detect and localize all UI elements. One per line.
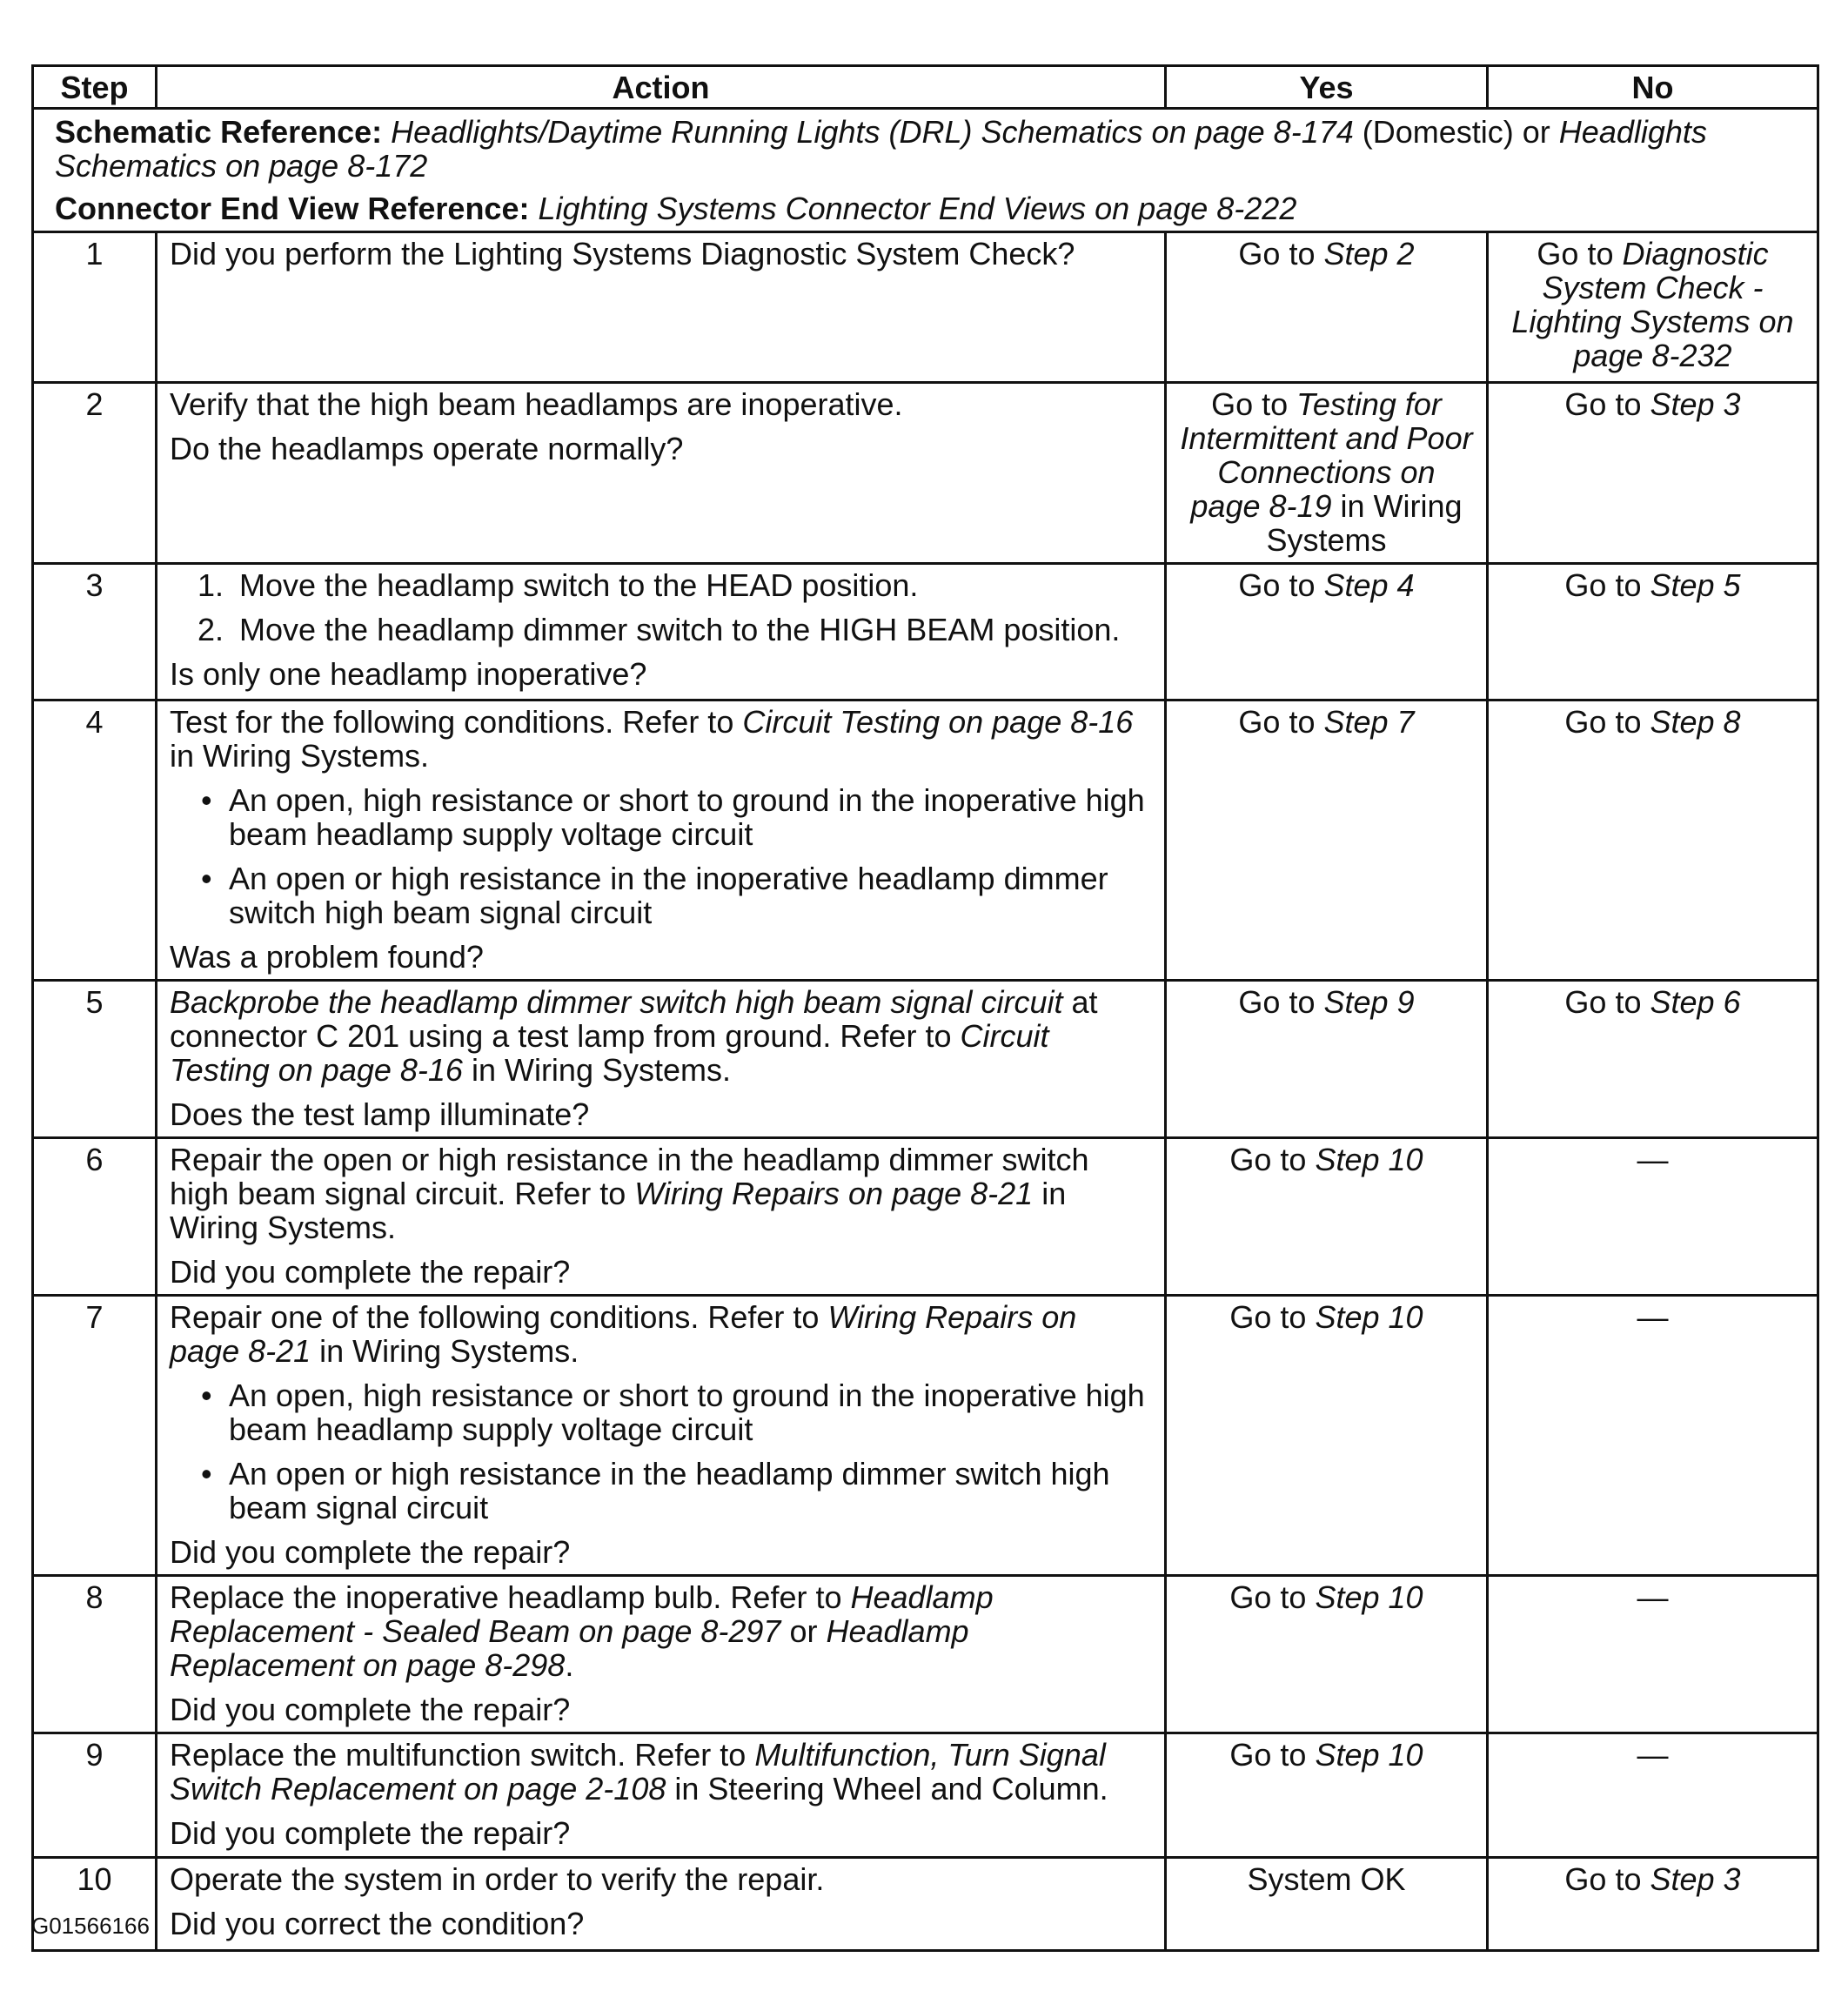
bullet-icon: • <box>201 861 212 896</box>
action-link[interactable]: Circuit Testing on page 8-16 <box>170 1018 1049 1088</box>
action-question: Was a problem found? <box>170 939 484 975</box>
no-dash: — <box>1637 1299 1669 1335</box>
step-number: 3 <box>33 564 157 700</box>
no-cell <box>1488 981 1818 1138</box>
no-link[interactable]: Step 3 <box>1650 1861 1741 1897</box>
step-number: 8 <box>33 1576 157 1733</box>
list-item <box>170 613 1152 647</box>
table-row <box>33 1733 1818 1858</box>
connector-reference <box>55 191 1796 225</box>
step-number: 10 <box>33 1858 157 1951</box>
action-question: Did you complete the repair? <box>170 1692 571 1727</box>
table-row <box>33 1858 1818 1951</box>
action-cell <box>157 1296 1166 1576</box>
no-link[interactable]: Step 6 <box>1650 984 1741 1020</box>
yes-text: System OK <box>1247 1861 1406 1897</box>
header-action: Action <box>157 66 1166 109</box>
action-text: Did you perform the Lighting Systems Diagnostic System Check? <box>170 236 1075 271</box>
action-text-part: . <box>565 1647 574 1683</box>
action-text <box>170 705 1152 773</box>
action-text-part: in Wiring Systems. <box>170 1176 1067 1245</box>
table-row <box>33 700 1818 981</box>
action-text <box>170 1300 1152 1368</box>
action-text: Operate the system in order to verify the repair. <box>170 1861 825 1897</box>
yes-text: Go to <box>1229 1737 1316 1773</box>
action-text <box>170 1143 1152 1244</box>
reference-cell <box>33 109 1818 232</box>
action-question: Is only one headlamp inoperative? <box>170 656 647 692</box>
yes-cell <box>1166 1138 1488 1296</box>
no-dash: — <box>1637 1737 1669 1773</box>
step-number: 7 <box>33 1296 157 1576</box>
list-item-text: An open, high resistance or short to ground in the inoperative high beam headlamp supply voltage circuit <box>229 782 1145 852</box>
bullet-icon: • <box>201 1456 212 1491</box>
no-dash: — <box>1637 1142 1669 1177</box>
no-cell <box>1488 1138 1818 1296</box>
no-link[interactable]: Step 8 <box>1650 704 1741 740</box>
no-text: Go to <box>1564 1861 1650 1897</box>
step-number: 2 <box>33 383 157 564</box>
action-text-part: Repair the open or high resistance in the headlamp dimmer switch high beam signal circuit. Refer to <box>170 1142 1089 1211</box>
bullet-icon: • <box>201 782 212 818</box>
table-row <box>33 1138 1818 1296</box>
no-cell <box>1488 1858 1818 1951</box>
header-row <box>33 66 1818 109</box>
table-row <box>33 1296 1818 1576</box>
action-text <box>170 1738 1152 1806</box>
no-link[interactable]: Diagnostic System Check - Lighting Systems on page 8-232 <box>1511 236 1794 373</box>
schematic-reference <box>55 115 1796 183</box>
connector-link-end-views[interactable]: Lighting Systems Connector End Views on page 8-222 <box>529 191 1297 226</box>
yes-link[interactable]: Step 10 <box>1315 1579 1423 1615</box>
schematic-reference-label: Schematic Reference: <box>55 114 383 150</box>
action-question: Did you complete the repair? <box>170 1254 571 1290</box>
no-cell <box>1488 1733 1818 1858</box>
schematic-link-drl[interactable]: Headlights/Daytime Running Lights (DRL) Schematics on page 8-174 <box>382 114 1354 150</box>
yes-cell <box>1166 1733 1488 1858</box>
yes-cell <box>1166 1858 1488 1951</box>
bullet-list <box>170 1378 1152 1525</box>
action-text <box>170 1580 1152 1682</box>
action-text-part: Test for the following conditions. Refer to <box>170 704 743 740</box>
action-link[interactable]: Wiring Repairs on page 8-21 <box>170 1299 1077 1369</box>
action-link[interactable]: Headlamp Replacement on page 8-298 <box>170 1613 969 1683</box>
no-text: Go to <box>1564 704 1650 740</box>
no-cell <box>1488 232 1818 383</box>
action-cell <box>157 1576 1166 1733</box>
yes-text: Go to <box>1211 386 1297 422</box>
list-item <box>170 783 1152 851</box>
action-text-part: at connector C 201 using a test lamp from ground. Refer to <box>170 984 1098 1054</box>
table-row <box>33 564 1818 700</box>
table-row <box>33 1576 1818 1733</box>
action-link[interactable]: Multifunction, Turn Signal Switch Replacement on page 2-108 <box>170 1737 1106 1807</box>
yes-text: Go to <box>1238 984 1324 1020</box>
yes-text-suffix: in Wiring Systems <box>1266 488 1463 558</box>
no-cell <box>1488 383 1818 564</box>
action-text-part: or <box>780 1613 827 1649</box>
yes-cell <box>1166 564 1488 700</box>
figure-id: G01566166 <box>31 1913 150 1939</box>
action-question: Did you complete the repair? <box>170 1815 571 1851</box>
no-link[interactable]: Step 3 <box>1650 386 1741 422</box>
action-cell <box>157 383 1166 564</box>
action-cell <box>157 981 1166 1138</box>
reference-row <box>33 109 1818 232</box>
action-text <box>170 985 1152 1087</box>
no-link[interactable]: Step 5 <box>1650 567 1741 603</box>
action-question: Does the test lamp illuminate? <box>170 1096 590 1132</box>
diagnostic-table <box>31 64 1819 1952</box>
yes-cell <box>1166 981 1488 1138</box>
no-text: Go to <box>1564 567 1650 603</box>
action-text: Verify that the high beam headlamps are inoperative. <box>170 386 903 422</box>
step-number: 6 <box>33 1138 157 1296</box>
action-cell <box>157 564 1166 700</box>
bullet-icon: • <box>201 1378 212 1413</box>
list-item <box>170 861 1152 929</box>
yes-link[interactable]: Testing for Intermittent and Poor Connections on page 8-19 <box>1180 386 1473 524</box>
yes-cell <box>1166 383 1488 564</box>
header-no: No <box>1488 66 1818 109</box>
yes-text: Go to <box>1238 567 1324 603</box>
action-question: Did you complete the repair? <box>170 1534 571 1570</box>
yes-link[interactable]: Step 4 <box>1323 567 1415 603</box>
yes-text: Go to <box>1229 1142 1316 1177</box>
yes-cell <box>1166 700 1488 981</box>
list-item-text: An open, high resistance or short to ground in the inoperative high beam headlamp supply voltage circuit <box>229 1378 1145 1447</box>
step-number: 1 <box>33 232 157 383</box>
action-question: Do the headlamps operate normally? <box>170 431 684 466</box>
yes-link[interactable]: Step 10 <box>1315 1737 1423 1773</box>
list-item-number: 2. <box>198 612 224 647</box>
no-cell <box>1488 1296 1818 1576</box>
yes-cell <box>1166 1296 1488 1576</box>
action-text-part: in Wiring Systems. <box>170 738 430 774</box>
list-item-text: Move the headlamp switch to the HEAD position. <box>239 567 919 603</box>
list-item-text: An open or high resistance in the headlamp dimmer switch high beam signal circuit <box>229 1456 1110 1525</box>
yes-link[interactable]: Step 7 <box>1323 704 1415 740</box>
yes-cell <box>1166 1576 1488 1733</box>
list-item <box>170 1457 1152 1525</box>
table-row <box>33 383 1818 564</box>
schematic-reference-text: (Domestic) or <box>1353 114 1559 150</box>
no-text: Go to <box>1564 386 1650 422</box>
header-yes: Yes <box>1166 66 1488 109</box>
action-text-part: Replace the multifunction switch. Refer to <box>170 1737 755 1773</box>
action-question: Did you correct the condition? <box>170 1906 585 1941</box>
table-row <box>33 232 1818 383</box>
bullet-list <box>170 783 1152 929</box>
action-cell <box>157 1858 1166 1951</box>
yes-text: Go to <box>1238 236 1324 271</box>
no-text: Go to <box>1564 984 1650 1020</box>
action-cell <box>157 1138 1166 1296</box>
yes-text: Go to <box>1238 704 1324 740</box>
no-cell <box>1488 700 1818 981</box>
no-cell <box>1488 564 1818 700</box>
action-text-part: Repair one of the following conditions. Refer to <box>170 1299 828 1335</box>
yes-link[interactable]: Step 10 <box>1315 1299 1423 1335</box>
step-number: 9 <box>33 1733 157 1858</box>
table-row <box>33 981 1818 1138</box>
no-text: Go to <box>1537 236 1623 271</box>
step-number: 4 <box>33 700 157 981</box>
action-link[interactable]: Headlamp Replacement - Sealed Beam on page 8-297 <box>170 1579 994 1649</box>
action-link[interactable]: Circuit Testing on page 8-16 <box>742 704 1134 740</box>
yes-link[interactable]: Step 9 <box>1323 984 1415 1020</box>
yes-text: Go to <box>1229 1579 1316 1615</box>
action-text-part: in Wiring Systems. <box>311 1333 579 1369</box>
list-item <box>170 1378 1152 1446</box>
action-italic-text: Backprobe the headlamp dimmer switch high beam signal circuit <box>170 984 1063 1020</box>
action-link[interactable]: Wiring Repairs on page 8-21 <box>634 1176 1034 1211</box>
list-item-number: 1. <box>198 567 224 603</box>
step-number: 5 <box>33 981 157 1138</box>
yes-text: Go to <box>1229 1299 1316 1335</box>
action-text-part: Replace the inoperative headlamp bulb. Refer to <box>170 1579 851 1615</box>
list-item-text: An open or high resistance in the inoperative headlamp dimmer switch high beam signal circuit <box>229 861 1108 930</box>
action-cell <box>157 1733 1166 1858</box>
action-cell <box>157 700 1166 981</box>
header-step: Step <box>33 66 157 109</box>
action-cell <box>157 232 1166 383</box>
numbered-list <box>170 568 1152 647</box>
yes-link[interactable]: Step 2 <box>1323 236 1415 271</box>
action-text-part: in Steering Wheel and Column. <box>666 1771 1108 1807</box>
schematic-link-headlights[interactable]: Headlights Schematics on page 8-172 <box>55 114 1707 184</box>
list-item <box>170 568 1152 602</box>
connector-reference-label: Connector End View Reference: <box>55 191 530 226</box>
yes-link[interactable]: Step 10 <box>1315 1142 1423 1177</box>
action-text-part: in Wiring Systems. <box>462 1052 731 1088</box>
list-item-text: Move the headlamp dimmer switch to the HIGH BEAM position. <box>239 612 1121 647</box>
no-cell <box>1488 1576 1818 1733</box>
yes-cell <box>1166 232 1488 383</box>
no-dash: — <box>1637 1579 1669 1615</box>
